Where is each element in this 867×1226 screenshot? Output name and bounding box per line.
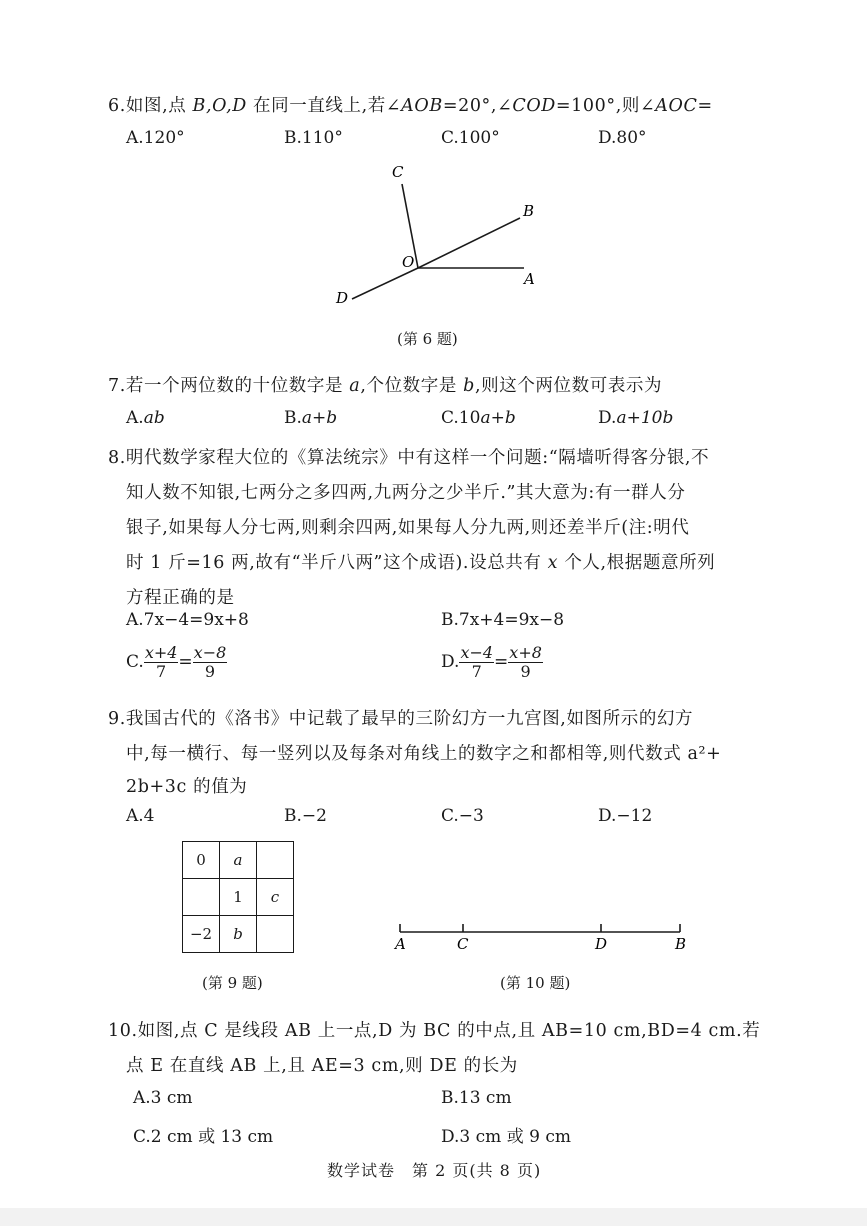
q9-option-d: D.−12 (598, 806, 653, 826)
grid-cell (257, 842, 294, 879)
grid-row (183, 916, 294, 953)
q8-option-c: C. $\frac{x+4}{7}$ = $\frac{x-8}{9}$ (126, 643, 227, 681)
q6-option-b: B.110° (284, 128, 343, 148)
q10-option-a: A.3 cm (133, 1088, 193, 1108)
grid-cell (183, 879, 220, 916)
q10-option-c: C.2 cm 或 13 cm (133, 1127, 274, 1147)
q9-option-b: B.−2 (284, 806, 327, 826)
label-c: C (457, 935, 469, 953)
q6-caption: (第 6 题) (397, 330, 458, 348)
label-c: C (392, 163, 404, 181)
grid-cell: c (257, 879, 294, 916)
label-d: D (336, 289, 349, 307)
q6-option-c: C.100° (441, 128, 500, 148)
ray-od (352, 268, 418, 299)
q10-line-2: 点 E 在直线 AB 上,且 AE=3 cm,则 DE 的长为 (126, 1056, 518, 1076)
q9-caption: (第 9 题) (202, 974, 263, 992)
grid-cell: a (220, 842, 257, 879)
q6-angle-figure (330, 158, 550, 308)
grid-cell: 0 (183, 842, 220, 879)
q8-line-2: 知人数不知银,七两分之多四两,九两分之少半斤.”其大意为:有一群人分 (126, 483, 686, 503)
q10-segment-figure (390, 918, 690, 958)
grid-row (183, 879, 294, 916)
q6-stem: 6.如图,点 B,O,D 在同一直线上,若∠AOB=20°,∠COD=100°,则∠AOC= (108, 96, 713, 116)
label-a: A (395, 935, 406, 953)
q8-option-a: A.7x−4=9x+8 (126, 610, 249, 630)
q9-line-3: 2b+3c 的值为 (126, 777, 248, 797)
q10-caption: (第 10 题) (500, 974, 571, 992)
page-footer: 数学试卷 第 2 页(共 8 页) (327, 1161, 542, 1180)
label-b: B (675, 935, 687, 953)
q8-option-d: D. $\frac{x-4}{7}$ = $\frac{x+8}{9}$ (441, 643, 542, 681)
q10-line-1: 10.如图,点 C 是线段 AB 上一点,D 为 BC 的中点,且 AB=10 cm,BD=4 cm.若 (108, 1021, 761, 1041)
q9-line-1: 9.我国古代的《洛书》中记载了最早的三阶幻方一九宫图,如图所示的幻方 (108, 709, 694, 729)
label-b: B (523, 202, 535, 220)
q8-line-4: 时 1 斤=16 两,故有“半斤八两”这个成语).设总共有 x 个人,根据题意所列 (126, 553, 716, 573)
grid-cell (257, 916, 294, 953)
q8-line-5: 方程正确的是 (126, 588, 235, 608)
q9-line-2: 中,每一横行、每一竖列以及每条对角线上的数字之和都相等,则代数式 a²+ (126, 744, 722, 764)
label-o: O (402, 253, 415, 271)
magic-square-grid (182, 841, 294, 953)
q8-line-1: 8.明代数学家程大位的《算法统宗》中有这样一个问题:“隔墙听得客分银,不 (108, 448, 710, 468)
label-d: D (595, 935, 608, 953)
q10-option-d: D.3 cm 或 9 cm (441, 1127, 571, 1147)
q9-option-c: C.−3 (441, 806, 484, 826)
q6-option-d: D.80° (598, 128, 647, 148)
q8-line-3: 银子,如果每人分七两,则剩余四两,如果每人分九两,则还差半斤(注:明代 (126, 518, 690, 538)
q9-option-a: A.4 (126, 806, 155, 826)
grid-row (183, 842, 294, 879)
q8-option-b: B.7x+4=9x−8 (441, 610, 565, 630)
label-a: A (524, 270, 535, 288)
grid-cell: 1 (220, 879, 257, 916)
q10-option-b: B.13 cm (441, 1088, 512, 1108)
q7-option-b: B.a+b (284, 408, 338, 428)
ray-ob (418, 218, 520, 268)
q6-option-a: A.120° (126, 128, 185, 148)
q7-option-c: C.10a+b (441, 408, 516, 428)
bottom-margin (0, 1208, 867, 1226)
grid-cell: b (220, 916, 257, 953)
q7-option-d: D.a+10b (598, 408, 674, 428)
grid-cell: −2 (183, 916, 220, 953)
q7-option-a: A.ab (126, 408, 165, 428)
q7-stem: 7.若一个两位数的十位数字是 a,个位数字是 b,则这个两位数可表示为 (108, 376, 663, 396)
